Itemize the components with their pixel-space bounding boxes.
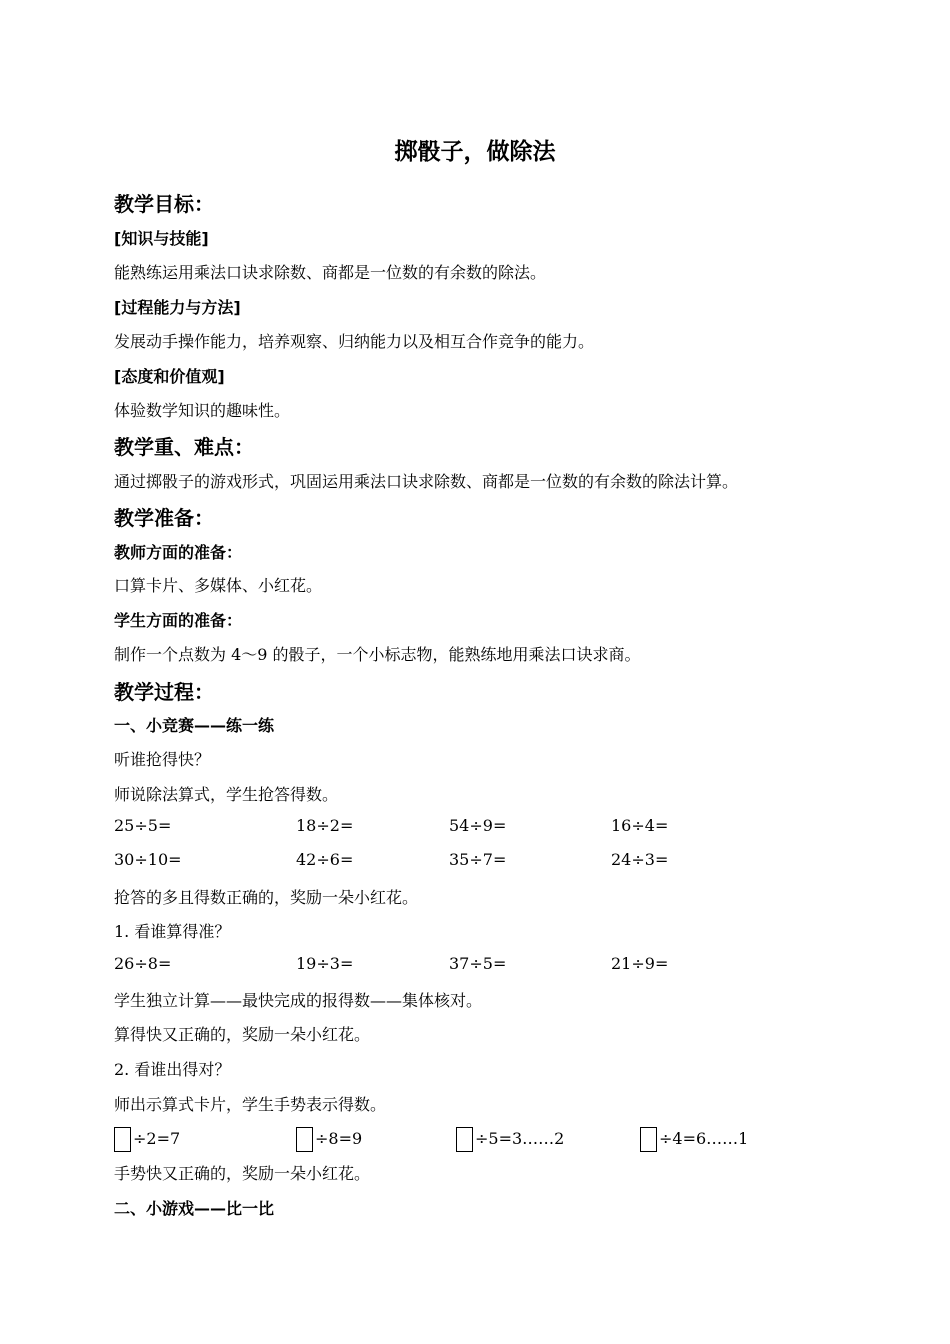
blank-equation [640,1127,748,1152]
equation: 18÷2= [296,816,354,835]
key-points-heading: 教学重、难点： [114,435,254,459]
knowledge-text: 能熟练运用乘法口诀求除数、商都是一位数的有余数的除法。 [114,263,547,282]
student-prep-label: 学生方面的准备： [114,611,243,630]
q1-text: 听谁抢得快？ [114,750,211,769]
equation: 19÷3= [296,954,354,973]
equation: 42÷6= [296,850,354,869]
equation: 54÷9= [449,816,507,835]
item-1-desc: 学生独立计算——最快完成的报得数——集体核对。 [114,991,483,1010]
reward-1: 抢答的多且得数正确的，奖励一朵小红花。 [114,888,419,907]
equation: 37÷5= [449,954,507,973]
equation: 24÷3= [611,850,669,869]
equation: 26÷8= [114,954,172,973]
equation: 16÷4= [611,816,669,835]
section2-title: 二、小游戏——比一比 [114,1199,275,1218]
section1-title: 一、小竞赛——练一练 [114,716,275,735]
item-2-title: 2. 看谁出得对？ [114,1060,231,1079]
equation: 30÷10= [114,850,182,869]
equation: 35÷7= [449,850,507,869]
blank-box [640,1127,657,1152]
equation: 25÷5= [114,816,172,835]
reward-3: 手势快又正确的，奖励一朵小红花。 [114,1164,371,1183]
process-text: 发展动手操作能力，培养观察、归纳能力以及相互合作竞争的能力。 [114,332,595,351]
item-2-desc: 师出示算式卡片，学生手势表示得数。 [114,1095,387,1114]
student-prep-text: 制作一个点数为 4～9 的骰子，一个小标志物，能熟练地用乘法口诀求商。 [114,645,641,664]
attitude-text: 体验数学知识的趣味性。 [114,401,291,420]
equation-text: ÷4=6……1 [659,1129,749,1148]
knowledge-label: [知识与技能] [114,229,209,248]
blank-equation [296,1127,362,1152]
key-points-text: 通过掷骰子的游戏形式，巩固运用乘法口诀求除数、商都是一位数的有余数的除法计算。 [114,472,739,491]
equation-text: ÷2=7 [133,1129,181,1148]
preparation-heading: 教学准备： [114,506,214,530]
blank-equation [456,1127,564,1152]
page-title: 掷骰子，做除法 [394,139,556,165]
item-1-title: 1. 看谁算得准？ [114,922,231,941]
blank-box [456,1127,473,1152]
q1-desc: 师说除法算式，学生抢答得数。 [114,785,339,804]
teacher-prep-label: 教师方面的准备： [114,543,243,562]
objectives-heading: 教学目标： [114,192,214,216]
teacher-prep-text: 口算卡片、多媒体、小红花。 [114,576,323,595]
blank-box [114,1127,131,1152]
process-heading: 教学过程： [114,680,214,704]
equation-text: ÷5=3……2 [475,1129,565,1148]
attitude-label: [态度和价值观] [114,367,225,386]
process-label: [过程能力与方法] [114,298,241,317]
blank-equation [114,1127,180,1152]
equation-text: ÷8=9 [315,1129,363,1148]
reward-2: 算得快又正确的，奖励一朵小红花。 [114,1025,371,1044]
blank-box [296,1127,313,1152]
equation: 21÷9= [611,954,669,973]
